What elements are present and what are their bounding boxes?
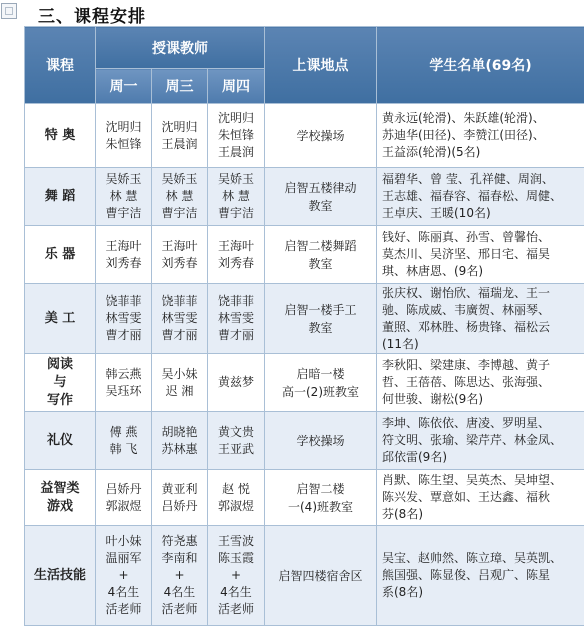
students-cell xyxy=(377,470,584,526)
place-line: 启智二楼舞蹈 xyxy=(284,238,357,253)
wednesday-teacher-cell xyxy=(152,526,208,626)
students-line: 李坤、陈依依、唐凌、罗明星、 xyxy=(382,416,551,430)
monday-teacher-line: 曹才丽 xyxy=(105,328,142,342)
monday-teacher-line: 吴娇玉 xyxy=(105,172,142,186)
thursday-teacher-line: 吴娇玉 xyxy=(217,172,254,186)
wednesday-teacher-cell xyxy=(152,412,208,470)
students-line: 芬(8名) xyxy=(382,507,423,521)
place-line: 启智四楼宿舍区 xyxy=(278,568,363,583)
students-cell xyxy=(377,526,584,626)
wednesday-teacher-cell xyxy=(152,470,208,526)
place-line: 学校操场 xyxy=(296,128,345,143)
students-line: 张庆权、谢怡欣、福瑞龙、王一 xyxy=(382,285,551,300)
students-line: 驰、陈成威、韦廣贺、林丽琴、 xyxy=(382,302,551,317)
monday-teacher-line: 沈明归 xyxy=(105,119,142,134)
thursday-teacher-line: 王晨润 xyxy=(217,145,254,159)
monday-teacher-line: 曹宇洁 xyxy=(105,206,142,220)
thursday-teacher-cell xyxy=(208,470,265,526)
wednesday-teacher-line: 黄亚利 xyxy=(161,481,198,496)
table-row xyxy=(25,226,584,284)
place-cell xyxy=(265,526,377,626)
place-cell xyxy=(265,354,377,412)
place-cell xyxy=(265,226,377,284)
header-place: 上课地点 xyxy=(265,27,377,104)
thursday-teacher-line: 曹才丽 xyxy=(217,328,254,342)
wednesday-teacher-line: 4名生 xyxy=(163,585,196,599)
wednesday-teacher-line: 苏林惠 xyxy=(161,441,198,456)
wednesday-teacher-line: 林雪雯 xyxy=(161,311,198,325)
students-cell xyxy=(377,168,584,226)
thursday-teacher-line: 饶菲菲 xyxy=(217,294,254,308)
place-cell xyxy=(265,470,377,526)
place-line: 学校操场 xyxy=(296,433,345,448)
students-line: 董照、邓林胜、杨贵锋、福松云 xyxy=(382,319,551,334)
place-cell xyxy=(265,168,377,226)
place-cell xyxy=(265,284,377,354)
course-line: 与 xyxy=(53,374,67,390)
course-line: 阅读 xyxy=(46,356,73,372)
monday-teacher-line: 韩云燕 xyxy=(105,366,142,381)
wednesday-teacher-line: 符尧惠 xyxy=(161,534,198,548)
place-line: 启智五楼律动 xyxy=(284,180,357,195)
header-monday: 周一 xyxy=(96,69,152,104)
thursday-teacher-line: 王亚武 xyxy=(217,441,254,456)
monday-teacher-line: 吕娇丹 xyxy=(105,481,142,496)
students-line: 邱依雷(9名) xyxy=(382,450,447,464)
students-line: 熊国强、陈显俊、吕观广、陈星 xyxy=(382,568,551,582)
table-row xyxy=(25,526,584,626)
students-line: 王志雄、福春容、福春松、周健、 xyxy=(382,189,563,203)
thursday-teacher-cell xyxy=(208,354,265,412)
place-line: 教室 xyxy=(308,256,333,271)
wednesday-teacher-cell xyxy=(152,104,208,168)
thursday-teacher-line: 王雪波 xyxy=(217,534,254,548)
wednesday-teacher-line: 王海叶 xyxy=(161,238,198,253)
monday-teacher-line: 林 慧 xyxy=(109,189,138,203)
students-line: 符文明、张瑜、梁芹芹、林金凤、 xyxy=(382,433,563,447)
table-row xyxy=(25,354,584,412)
course-cell xyxy=(25,226,96,284)
course-line: 游戏 xyxy=(46,498,73,514)
students-line: 莫杰川、吴济坚、邢日宅、福昊 xyxy=(382,247,551,261)
students-line: 陈兴发、覃意如、王达鑫、福秋 xyxy=(382,490,551,504)
course-line: 美 工 xyxy=(44,310,76,326)
students-line: 系(8名) xyxy=(382,585,423,599)
course-line: 益智类 xyxy=(40,480,80,496)
header-course: 课程 xyxy=(25,27,96,104)
students-line: 王益添(轮滑)(5名) xyxy=(382,145,481,159)
monday-teacher-line: 朱恒锋 xyxy=(105,136,142,151)
students-line: (11名) xyxy=(382,336,419,351)
wednesday-teacher-line: 吴小妹 xyxy=(161,366,198,381)
section-heading: 三、课程安排 xyxy=(38,7,146,27)
students-cell xyxy=(377,354,584,412)
wednesday-teacher-line: 曹才丽 xyxy=(161,328,198,342)
thursday-teacher-line: 黄文贵 xyxy=(217,424,254,439)
monday-teacher-line: 吴珏环 xyxy=(105,383,142,398)
monday-teacher-line: 饶菲菲 xyxy=(105,294,142,308)
students-line: 何世骏、谢松(9名) xyxy=(382,392,483,406)
thursday-teacher-line: 王海叶 xyxy=(217,238,254,253)
thursday-teacher-line: 林 慧 xyxy=(222,189,250,203)
wednesday-teacher-line: 饶菲菲 xyxy=(161,294,198,308)
thursday-teacher-cell xyxy=(208,104,265,168)
thursday-teacher-line: 刘秀春 xyxy=(217,255,254,270)
students-line: 哲、王蓓蓓、陈思达、张海强、 xyxy=(382,375,551,389)
course-cell xyxy=(25,284,96,354)
students-line: 吴宝、赵帅然、陈立璋、吴英凯、 xyxy=(382,551,563,565)
thursday-teacher-cell xyxy=(208,284,265,354)
monday-teacher-cell xyxy=(96,470,152,526)
course-cell xyxy=(25,470,96,526)
thursday-teacher-line: 曹宇洁 xyxy=(217,206,254,220)
wednesday-teacher-line: 迟 湘 xyxy=(165,383,194,398)
wednesday-teacher-cell xyxy=(152,284,208,354)
students-line: 琪、林唐恩、(9名) xyxy=(382,264,483,278)
schedule-body xyxy=(25,104,584,626)
students-line: 苏迪华(田径)、李赞江(田径)、 xyxy=(382,128,545,142)
students-cell xyxy=(377,284,584,354)
wednesday-teacher-cell xyxy=(152,226,208,284)
students-line: 黄永远(轮滑)、朱跃雄(轮滑)、 xyxy=(382,111,545,125)
course-cell xyxy=(25,104,96,168)
course-cell xyxy=(25,526,96,626)
monday-teacher-line: + xyxy=(118,568,129,582)
wednesday-teacher-line: 活老师 xyxy=(161,602,198,616)
thursday-teacher-cell xyxy=(208,526,265,626)
thursday-teacher-line: 黄兹梦 xyxy=(217,375,254,389)
thursday-teacher-cell xyxy=(208,226,265,284)
monday-teacher-cell xyxy=(96,526,152,626)
course-line: 舞 蹈 xyxy=(44,188,76,204)
students-line: 钱好、陈丽真、孙雪、曾馨怡、 xyxy=(382,230,551,244)
wednesday-teacher-line: 王晨润 xyxy=(161,136,198,151)
monday-teacher-line: 傅 燕 xyxy=(109,424,138,439)
thursday-teacher-line: 4名生 xyxy=(220,585,252,599)
thursday-teacher-line: 沈明归 xyxy=(217,111,254,125)
monday-teacher-line: 郭淑煜 xyxy=(105,498,142,513)
table-row xyxy=(25,104,584,168)
students-line: 福碧华、曾 莹、孔祥健、周润、 xyxy=(382,172,554,186)
wednesday-teacher-line: 林 慧 xyxy=(165,189,194,203)
monday-teacher-cell xyxy=(96,354,152,412)
course-cell xyxy=(25,354,96,412)
monday-teacher-line: 叶小妹 xyxy=(105,534,142,548)
wednesday-teacher-line: 曹宇洁 xyxy=(161,206,198,220)
monday-teacher-cell xyxy=(96,412,152,470)
course-line: 特 奥 xyxy=(44,127,76,143)
monday-teacher-cell xyxy=(96,284,152,354)
table-row xyxy=(25,470,584,526)
students-cell xyxy=(377,104,584,168)
thursday-teacher-line: 赵 悦 xyxy=(222,481,250,496)
header-wednesday: 周三 xyxy=(152,69,208,104)
wednesday-teacher-line: 李南和 xyxy=(161,551,198,565)
table-row xyxy=(25,284,584,354)
thursday-teacher-line: + xyxy=(230,568,242,582)
monday-teacher-line: 4名生 xyxy=(107,585,140,599)
thursday-teacher-line: 林雪雯 xyxy=(217,311,254,325)
course-line: 写作 xyxy=(46,392,73,408)
thursday-teacher-cell xyxy=(208,412,265,470)
place-line: 启智一楼手工 xyxy=(284,302,357,317)
wednesday-teacher-line: 胡晓艳 xyxy=(161,424,198,439)
course-cell xyxy=(25,412,96,470)
monday-teacher-cell xyxy=(96,168,152,226)
place-line: 教室 xyxy=(308,320,333,335)
header-students: 学生名单(69名) xyxy=(377,27,584,104)
wednesday-teacher-cell xyxy=(152,354,208,412)
thursday-teacher-line: 陈玉霞 xyxy=(217,551,254,565)
students-cell xyxy=(377,412,584,470)
wednesday-teacher-line: 吕娇丹 xyxy=(161,498,198,513)
wednesday-teacher-line: + xyxy=(174,568,185,582)
wednesday-teacher-line: 沈明归 xyxy=(161,119,198,134)
monday-teacher-line: 刘秀春 xyxy=(105,255,142,270)
course-schedule-table xyxy=(24,26,584,626)
monday-teacher-line: 温丽军 xyxy=(105,551,142,565)
place-cell xyxy=(265,412,377,470)
table-row xyxy=(25,412,584,470)
students-line: 李秋阳、梁建康、李博越、黄子 xyxy=(382,358,551,372)
thursday-teacher-cell xyxy=(208,168,265,226)
place-line: 高一(2)班教室 xyxy=(282,384,359,399)
course-cell xyxy=(25,168,96,226)
monday-teacher-cell xyxy=(96,104,152,168)
wednesday-teacher-line: 刘秀春 xyxy=(161,255,198,270)
place-line: 启智二楼 xyxy=(296,481,345,496)
thursday-teacher-line: 郭淑煜 xyxy=(217,498,254,513)
monday-teacher-line: 王海叶 xyxy=(105,238,142,253)
header-thursday: 周四 xyxy=(208,69,265,104)
monday-teacher-line: 活老师 xyxy=(105,602,142,616)
course-line: 生活技能 xyxy=(33,567,86,583)
monday-teacher-cell xyxy=(96,226,152,284)
thursday-teacher-line: 朱恒锋 xyxy=(217,128,254,142)
students-line: 肖默、陈生望、吴英杰、吴坤望、 xyxy=(382,473,563,487)
collapse-icon[interactable] xyxy=(1,3,17,19)
header-teachers: 授课教师 xyxy=(96,27,265,69)
monday-teacher-line: 韩 飞 xyxy=(109,441,138,456)
wednesday-teacher-line: 吴娇玉 xyxy=(161,172,198,186)
table-row xyxy=(25,168,584,226)
place-line: 教室 xyxy=(308,198,333,213)
students-line: 王卓庆、王暖(10名) xyxy=(382,206,491,220)
wednesday-teacher-cell xyxy=(152,168,208,226)
course-line: 礼仪 xyxy=(46,432,73,448)
students-cell xyxy=(377,226,584,284)
monday-teacher-line: 林雪雯 xyxy=(105,311,142,325)
course-line: 乐 器 xyxy=(44,246,76,262)
thursday-teacher-line: 活老师 xyxy=(217,602,254,616)
place-line: 一(4)班教室 xyxy=(288,499,353,514)
place-line: 启暗一楼 xyxy=(296,366,345,381)
place-cell xyxy=(265,104,377,168)
